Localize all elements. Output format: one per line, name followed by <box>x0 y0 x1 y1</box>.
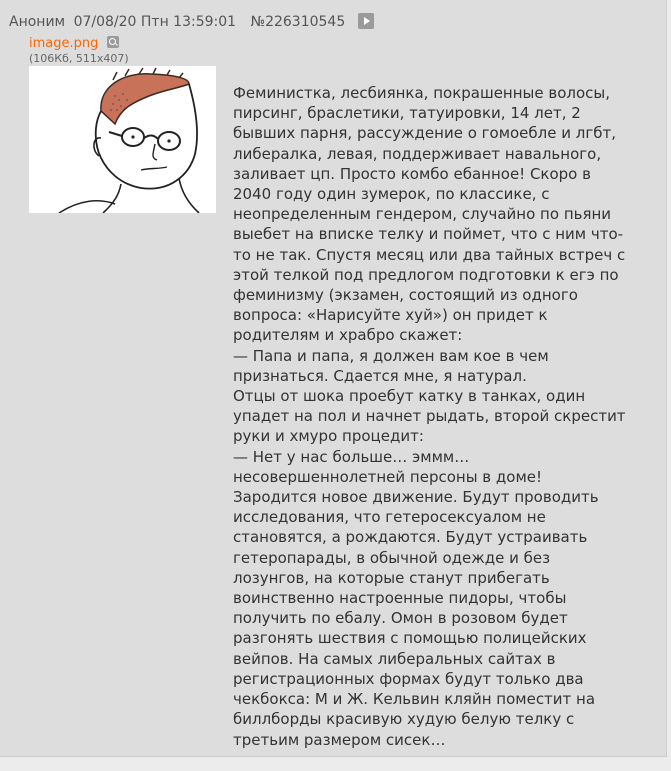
message-line: становятся, а рождаются. Будут устраивать <box>233 528 588 547</box>
message-line: чекбокса: М и Ж. Кельвин кляйн поместит на <box>233 690 596 709</box>
message-line: вопроса: «Нарисуйте хуй») он придет к <box>233 306 548 325</box>
message-line: родителям и храбро скажет: <box>233 326 463 345</box>
message-line: биллборды красивую худую белую телку с <box>233 710 575 729</box>
message-line: либералка, левая, поддерживает навального, <box>233 144 602 163</box>
message-line: этой телкой под предлогом подготовки к егэ по <box>233 265 619 284</box>
message-line: исследования, что гетеросексуалом не <box>233 508 546 527</box>
message-line: Отцы от шока проебут катку в танках, один <box>233 387 586 406</box>
post-date: 07/08/20 Птн 13:59:01 <box>73 14 237 30</box>
play-icon[interactable] <box>358 13 374 29</box>
message-line: получить по ебалу. Омон в розовом будет <box>233 609 568 628</box>
message-line: гетеропарады, в обычной одежде и без <box>233 548 551 567</box>
file-meta: (106Кб, 511x407) <box>29 52 129 65</box>
message-line: 2040 году один зумерок, по классике, с <box>233 185 550 204</box>
message-line: то не так. Спустя месяц или два тайных встреч с <box>233 245 626 264</box>
message-line: неопределенным гендером, случайно по пьяни <box>233 205 612 224</box>
message-line: — Папа и папа, я должен вам кое в чем <box>233 346 549 365</box>
message-line: Феминистка, лесбиянка, покрашенные волосы, <box>233 84 611 102</box>
message-line: бывших парня, рассуждение о гомоебле и лгбт, <box>233 124 616 143</box>
message-line: Зародится новое движение. Будут проводить <box>233 488 599 507</box>
message-line: руки и хмуро процедит: <box>233 427 424 446</box>
search-icon[interactable] <box>107 36 119 48</box>
message-line: пирсинг, браслетики, татуировки, 14 лет, 2 <box>233 104 581 123</box>
post-header <box>9 13 374 31</box>
message-line: лозунгов, на которые станут прибегать <box>233 568 550 587</box>
message-line: вейпов. На самых либеральных сайтах в <box>233 649 556 668</box>
message-line: регистрационных формах будут только два <box>233 669 584 688</box>
post-number-link[interactable]: №226310545 <box>250 14 346 30</box>
post-message <box>233 83 663 750</box>
post-author: Аноним <box>9 14 66 30</box>
post-image-thumbnail[interactable] <box>29 66 216 213</box>
message-line: выебет на вписке телку и поймет, что с ним что- <box>233 225 624 244</box>
file-info <box>29 36 119 52</box>
message-line: признаться. Сдается мне, я натурал. <box>233 366 527 385</box>
message-line: упадет на пол и начнет рыдать, второй скрестит <box>233 407 626 426</box>
message-line: третьим размером сисек… <box>233 730 446 749</box>
message-line: — Нет у нас больше… эммм… <box>233 447 470 466</box>
message-line: несовершеннолетней персоны в доме! <box>233 467 543 486</box>
message-line: разгонять шествия с помощью полицейских <box>233 629 587 648</box>
message-line: феминизму (экзамен, состоящий из одного <box>233 286 578 305</box>
file-name-link[interactable]: image.png <box>29 36 99 51</box>
message-line: заливает цп. Просто комбо ебанное! Скоро в <box>233 164 591 183</box>
wojak-drawing <box>29 66 216 213</box>
message-line: воинственно настроенные пидоры, чтобы <box>233 589 567 608</box>
